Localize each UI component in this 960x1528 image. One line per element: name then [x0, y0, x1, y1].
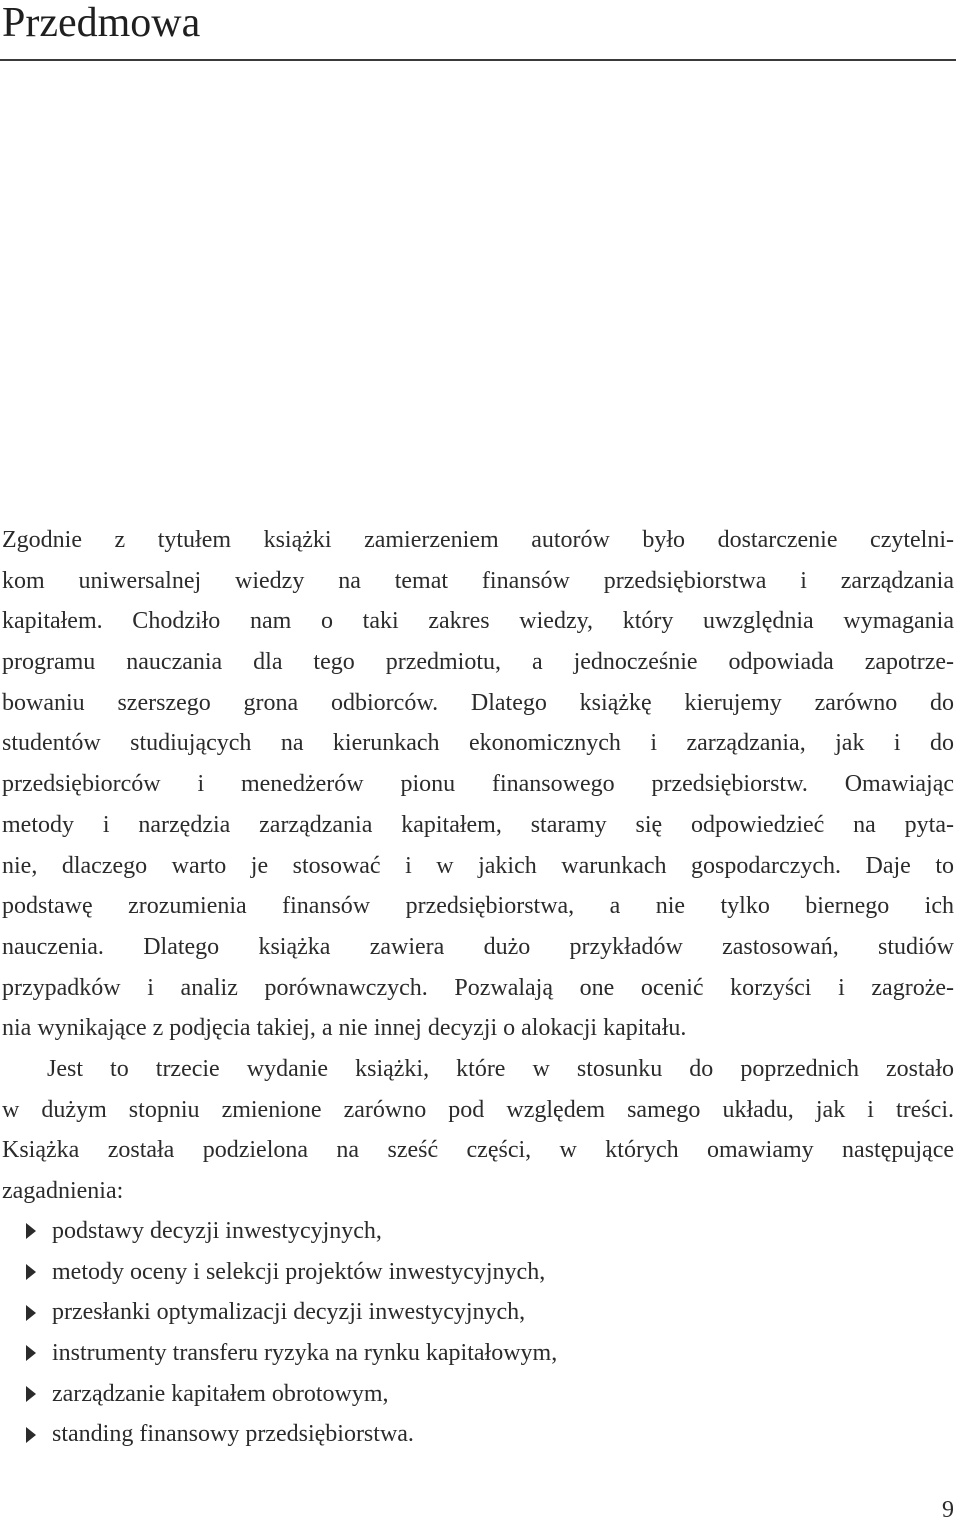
text-line: metody i narzędzia zarządzania kapitałem, staramy się odpowiedzieć na pyta-: [2, 811, 954, 838]
triangle-bullet-icon: [26, 1345, 36, 1361]
text-line: podstawę zrozumienia finansów przedsiębiorstwa, a nie tylko biernego ich: [2, 893, 954, 920]
list-item-text: przesłanki optymalizacji decyzji inwestycyjnych,: [52, 1299, 526, 1326]
body-text: [2, 520, 954, 1212]
text-line: bowaniu szerszego grona odbiorców. Dlatego książkę kierujemy zarówno do: [2, 689, 954, 716]
triangle-bullet-icon: [26, 1305, 36, 1321]
text-line: Jest to trzecie wydanie książki, które w stosunku do poprzednich zostało: [47, 1055, 954, 1082]
list-item-text: zarządzanie kapitałem obrotowym,: [52, 1380, 389, 1407]
text-line: Książka została podzielona na sześć części, w których omawiamy następujące: [2, 1137, 954, 1164]
text-line: kom uniwersalnej wiedzy na temat finansów przedsiębiorstwa i zarządzania: [2, 567, 954, 594]
triangle-bullet-icon: [26, 1264, 36, 1280]
list-item-text: instrumenty transferu ryzyka na rynku kapitałowym,: [52, 1340, 558, 1367]
list-item: [18, 1211, 557, 1252]
text-line: przedsiębiorców i menedżerów pionu finansowego przedsiębiorstw. Omawiając: [2, 771, 954, 798]
text-line: studentów studiujących na kierunkach ekonomicznych i zarządzania, jak i do: [2, 730, 954, 757]
list-item: [18, 1333, 557, 1374]
text-line: zagadnienia:: [2, 1178, 124, 1204]
text-line: nia wynikające z podjęcia takiej, a nie innej decyzji o alokacji kapitału.: [2, 1015, 687, 1042]
list-item: [18, 1252, 557, 1293]
text-line: w dużym stopniu zmienione zarówno pod względem samego układu, jak i treści.: [2, 1096, 954, 1123]
text-line: programu nauczania dla tego przedmiotu, a jednocześnie odpowiada zapotrze-: [2, 649, 954, 676]
list-item-text: podstawy decyzji inwestycyjnych,: [52, 1218, 382, 1244]
page-number: 9: [942, 1497, 954, 1523]
text-line: przypadków i analiz porównawczych. Pozwalają one ocenić korzyści i zagroże-: [2, 974, 954, 1001]
topics-list: [18, 1211, 557, 1455]
list-item: [18, 1414, 557, 1455]
list-item-text: standing finansowy przedsiębiorstwa.: [52, 1421, 414, 1448]
text-line: Zgodnie z tytułem książki zamierzeniem autorów było dostarczenie czytelni-: [2, 527, 954, 553]
text-line: kapitałem. Chodziło nam o taki zakres wiedzy, który uwzględnia wymagania: [2, 608, 954, 635]
chapter-title: Przedmowa: [2, 0, 201, 46]
list-item-text: metody oceny i selekcji projektów inwestycyjnych,: [52, 1258, 546, 1285]
title-underline-rule: [0, 59, 956, 61]
triangle-bullet-icon: [26, 1427, 36, 1443]
text-line: nie, dlaczego warto je stosować i w jakich warunkach gospodarczych. Daje to: [2, 852, 954, 879]
triangle-bullet-icon: [26, 1223, 36, 1239]
list-item: [18, 1292, 557, 1333]
triangle-bullet-icon: [26, 1386, 36, 1402]
text-line: nauczenia. Dlatego książka zawiera dużo przykładów zastosowań, studiów: [2, 933, 954, 960]
list-item: [18, 1374, 557, 1415]
